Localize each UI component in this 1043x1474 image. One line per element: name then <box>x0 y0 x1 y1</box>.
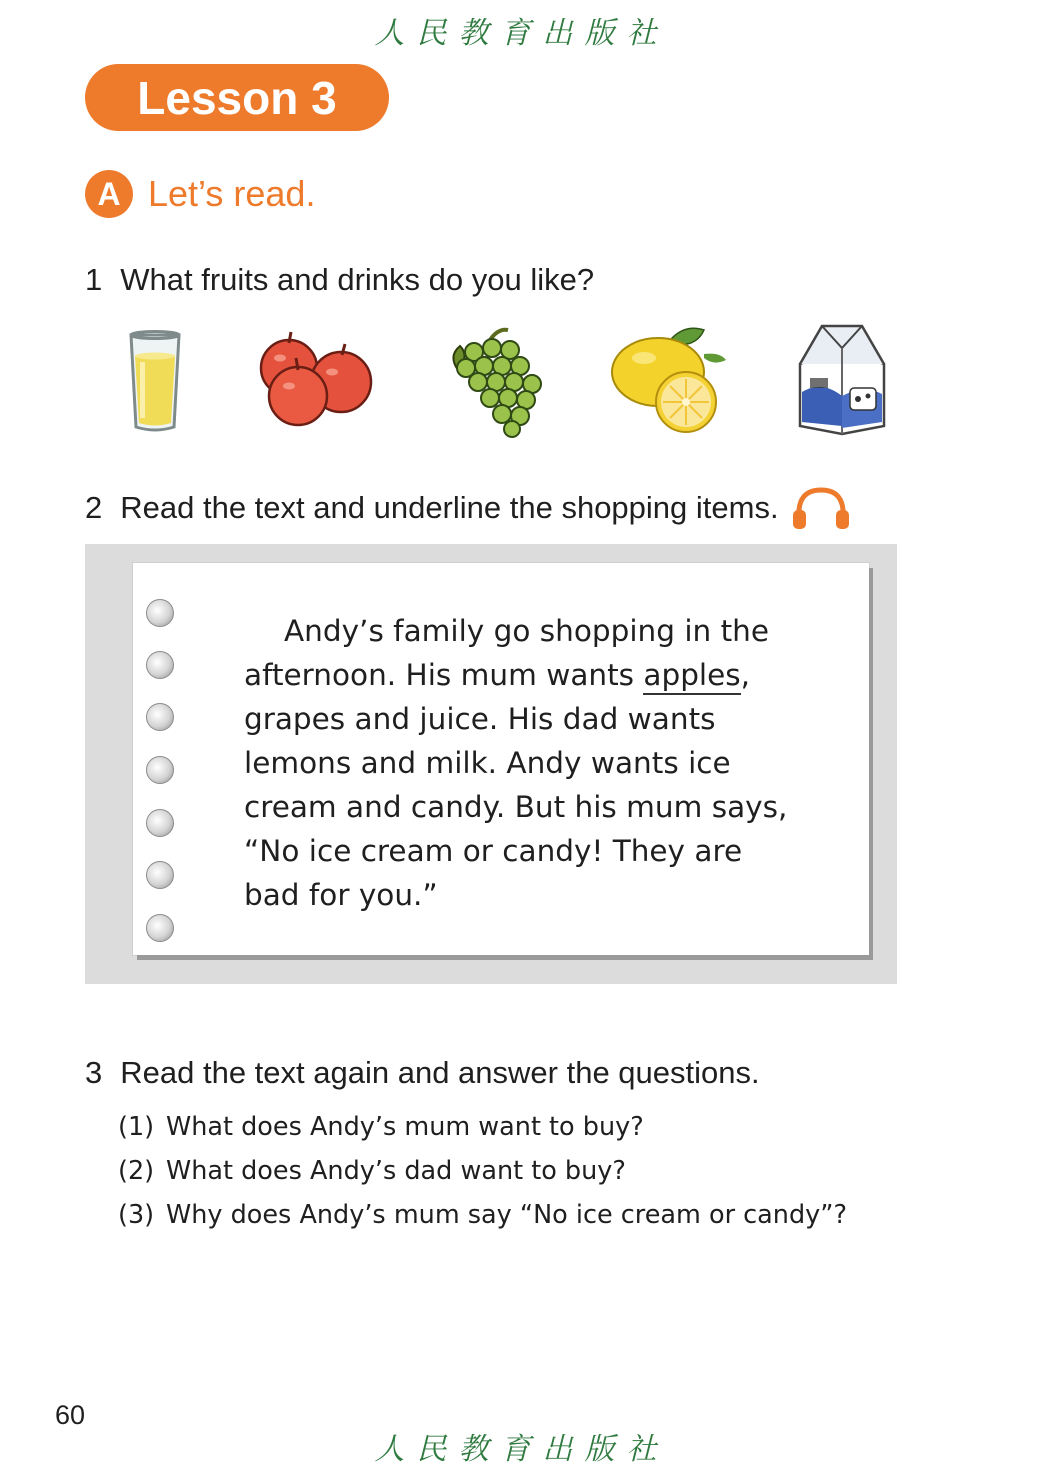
passage-line <box>244 653 834 697</box>
milk-carton-icon <box>792 322 892 436</box>
task-2-text: Read the text and underline the shopping items. <box>120 490 779 525</box>
juice-glass-icon <box>126 330 184 434</box>
binder-hole <box>146 651 174 679</box>
section-title: Let’s read. <box>148 173 316 214</box>
task-1-number: 1 <box>85 262 103 297</box>
task-2-number: 2 <box>85 490 103 525</box>
question-text: Why does Andy’s mum say “No ice cream or candy”? <box>166 1200 847 1230</box>
lesson-title: Lesson 3 <box>137 71 337 124</box>
underlined-word: apples <box>643 658 740 695</box>
passage-line: “No ice cream or candy! They are <box>244 834 743 868</box>
task-3-text: Read the text again and answer the questions. <box>120 1055 760 1090</box>
binder-hole <box>146 703 174 731</box>
grapes-icon <box>440 326 550 438</box>
reading-passage <box>244 609 834 917</box>
passage-text: afternoon. His mum wants <box>244 658 644 692</box>
task-1-text: What fruits and drinks do you like? <box>120 262 595 297</box>
lemons-icon <box>608 324 730 438</box>
task-2-heading <box>85 486 851 530</box>
passage-line: lemons and milk. Andy wants ice <box>244 746 731 780</box>
binder-hole <box>146 599 174 627</box>
publisher-footer: 人民教育出版社 <box>374 1432 669 1467</box>
section-heading <box>85 170 315 218</box>
passage-line: Andy’s family go shopping in the <box>284 614 770 648</box>
task-3-heading <box>85 1055 760 1091</box>
publisher-header: 人民教育出版社 <box>374 16 669 51</box>
binder-hole <box>146 809 174 837</box>
question-number: (3) <box>118 1200 155 1230</box>
question-item <box>118 1112 847 1156</box>
headphones-icon[interactable] <box>791 486 851 530</box>
question-number: (1) <box>118 1112 155 1142</box>
task-3-number: 3 <box>85 1055 103 1090</box>
passage-line: grapes and juice. His dad wants <box>244 702 716 736</box>
binder-hole <box>146 861 174 889</box>
lesson-title-badge <box>85 64 389 131</box>
question-item <box>118 1200 847 1244</box>
question-text: What does Andy’s mum want to buy? <box>166 1112 644 1142</box>
binder-hole <box>146 756 174 784</box>
passage-line: cream and candy. But his mum says, <box>244 790 788 824</box>
binder-hole <box>146 914 174 942</box>
question-number: (2) <box>118 1156 155 1186</box>
page-number: 60 <box>55 1400 86 1430</box>
question-list <box>118 1112 847 1244</box>
question-item <box>118 1156 847 1200</box>
question-text: What does Andy’s dad want to buy? <box>166 1156 626 1186</box>
passage-text: , <box>740 658 751 692</box>
passage-line: bad for you.” <box>244 878 438 912</box>
section-letter-badge: A <box>85 170 133 218</box>
apples-icon <box>256 330 376 430</box>
task-1-heading <box>85 262 594 298</box>
